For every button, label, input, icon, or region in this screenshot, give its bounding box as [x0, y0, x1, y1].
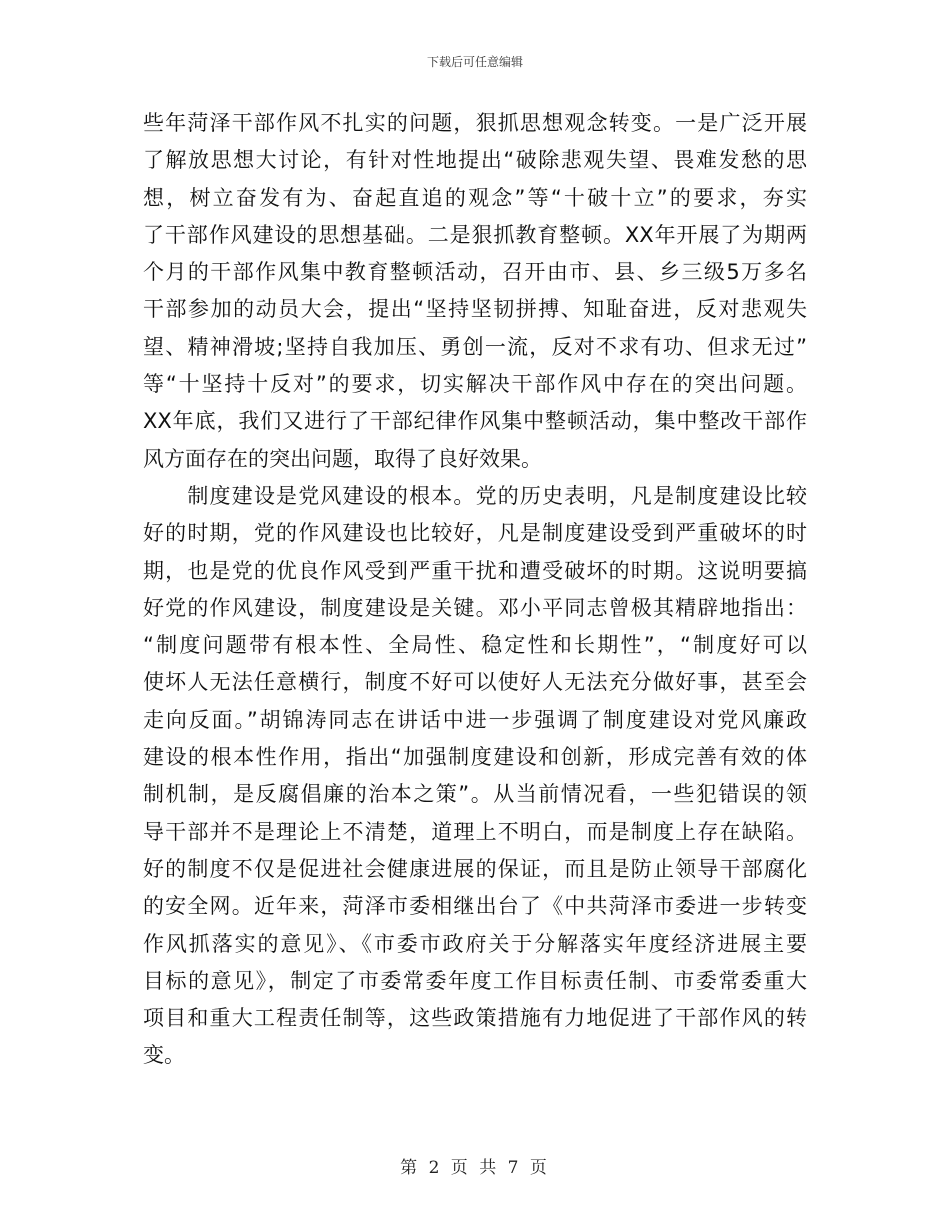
text-line: 期，也是党的优良作风受到严重干扰和遭受破坏的时期。这说明要搞 — [143, 558, 807, 583]
text-line: 制度建设是党风建设的根本。党的历史表明，凡是制度建设比较 — [143, 483, 807, 508]
text-line: 些年菏泽干部作风不扎实的问题，狠抓思想观念转变。一是广泛开展 — [143, 111, 807, 135]
text-line: 望、精神滑坡;坚持自我加压、勇创一流，反对不求有功、但求无过” — [143, 334, 807, 359]
text-line: 变。 — [143, 1043, 185, 1068]
text-line: 干部参加的动员大会，提出“坚持坚韧拼搏、知耻奋进，反对悲观失 — [143, 297, 807, 322]
text-line: 的安全网。近年来，菏泽市委相继出台了《中共菏泽市委进一步转变 — [143, 894, 807, 919]
text-line: 项目和重大工程责任制等，这些政策措施有力地促进了干部作风的转 — [143, 1006, 807, 1031]
text-line: 等“十坚持十反对”的要求，切实解决干部作风中存在的突出问题。 — [143, 372, 807, 397]
text-line: 好的时期，党的作风建设也比较好，凡是制度建设受到严重破坏的时 — [143, 521, 807, 546]
document-body — [143, 105, 807, 1075]
text-line: 好的制度不仅是促进社会健康进展的保证，而且是防止领导干部腐化 — [143, 856, 807, 881]
text-line: 了干部作风建设的思想基础。二是狠抓教育整顿。XX年开展了为期两 — [143, 222, 807, 247]
text-line: 导干部并不是理论上不清楚，道理上不明白，而是制度上存在缺陷。 — [143, 819, 807, 844]
text-line: 作风抓落实的意见》、《市委市政府关于分解落实年度经济进展主要 — [143, 931, 807, 956]
text-line: “制度问题带有根本性、全局性、稳定性和长期性”，“制度好可以 — [143, 633, 807, 658]
page-number-footer: 第 2 页 共 7 页 — [400, 1158, 550, 1178]
text-line: 想，树立奋发有为、奋起直追的观念”等“十破十立”的要求，夯实 — [143, 185, 807, 210]
text-line: 好党的作风建设，制度建设是关键。邓小平同志曾极其精辟地指出： — [143, 595, 807, 620]
text-line: 制机制，是反腐倡廉的治本之策”。从当前情况看，一些犯错误的领 — [143, 782, 807, 807]
text-line: 走向反面。”胡锦涛同志在讲话中进一步强调了制度建设对党风廉政 — [143, 707, 807, 732]
text-line: 个月的干部作风集中教育整顿活动，召开由市、县、乡三级5万多名 — [143, 260, 807, 285]
text-line: 使坏人无法任意横行，制度不好可以使好人无法充分做好事，甚至会 — [143, 670, 807, 695]
paragraph-2 — [143, 478, 807, 1075]
text-line: XX年底，我们又进行了干部纪律作风集中整顿活动，集中整改干部作 — [143, 409, 807, 434]
paragraph-1 — [143, 105, 807, 478]
text-line: 了解放思想大讨论，有针对性地提出“破除悲观失望、畏难发愁的思 — [143, 148, 807, 173]
text-line: 建设的根本性作用，指出“加强制度建设和创新，形成完善有效的体 — [143, 745, 807, 770]
text-line: 风方面存在的突出问题，取得了良好效果。 — [143, 446, 542, 471]
page-header: 下载后可任意编辑 — [426, 55, 523, 69]
text-line: 目标的意见》，制定了市委常委年度工作目标责任制、市委常委重大 — [143, 968, 807, 993]
